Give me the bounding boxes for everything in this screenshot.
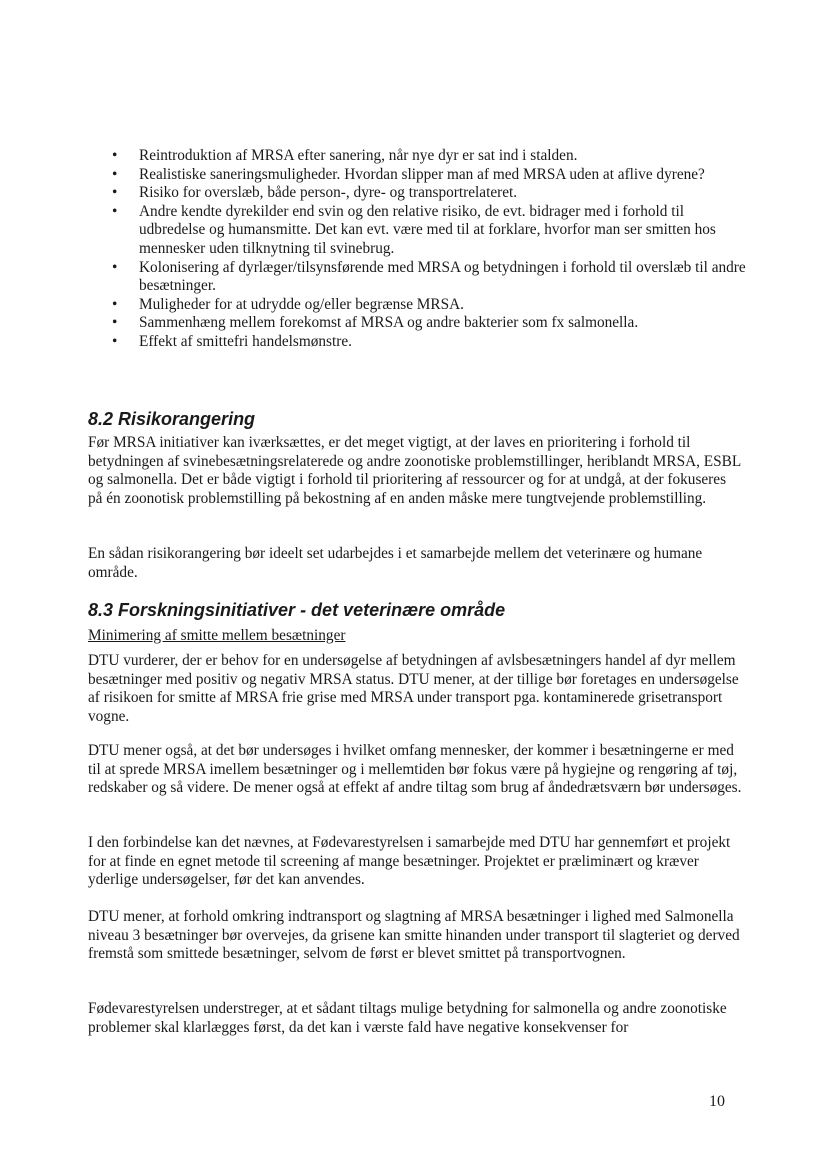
- list-item: • Andre kendte dyrekilder end svin og den relative risiko, de evt. bidrager med i forhold til udbredelse og humansmitte. Det kan evt. være med til at forklare, hvorfor man ser smitten hos mennesker uden tilknytning til svinebrug.: [112, 202, 716, 257]
- bullet-icon: •: [112, 332, 118, 350]
- bullet-list: [112, 147, 752, 352]
- bullet-icon: •: [112, 165, 118, 183]
- paragraph-transport-slaughter: DTU mener, at forhold omkring indtransport og slagtning af MRSA besætninger i lighed med Salmonella niveau 3 besætninger bør overvejes, da grisene kan smitte hinanden under transport til slagteriet og derved fremstå som smittede besætninger, selvom de først er blevet smittet på transportvognen.: [88, 908, 740, 963]
- list-item: • Risiko for overslæb, både person-, dyre- og transportrelateret.: [112, 184, 518, 202]
- bullet-icon: •: [112, 314, 118, 332]
- page-number: 10: [709, 1093, 725, 1110]
- list-item: • Realistiske saneringsmuligheder. Hvordan slipper man af med MRSA uden at aflive dyrene?: [112, 165, 705, 183]
- section-heading-risikorangering: 8.2 Risikorangering: [88, 409, 256, 429]
- paragraph-risk-priority: Før MRSA initiativer kan iværksættes, er det meget vigtigt, at der laves en prioritering i forhold til betydningen af svinebesætningsrelaterede og andre zoonotiske problemstillinger, heriblandt MRSA, ESBL og salmonella. Det er både vigtigt i forhold til prioritering af ressourcer og for at undgå, at der fokuseres på én zoonotisk problemstilling på bekostning af en anden måske mere tungtvejende problemstilling.: [88, 434, 741, 507]
- list-item: • Kolonisering af dyrlæger/tilsynsførende med MRSA og betydningen i forhold til overslæb til andre besætninger.: [112, 258, 746, 295]
- paragraph-risk-cooperation: En sådan risikorangering bør ideelt set udarbejdes i et samarbejde mellem det veterinære og humane område.: [88, 545, 703, 581]
- section-heading-forskningsinitiativer: 8.3 Forskningsinitiativer - det veterinære område: [88, 600, 506, 620]
- paragraph-consequences: Fødevarestyrelsen understreger, at et sådant tiltags mulige betydning for salmonella og andre zoonotiske problemer skal klarlægges først, da det kan i værste fald have negative konsekvenser for: [88, 1000, 727, 1036]
- bullet-icon: •: [112, 258, 118, 276]
- paragraph-screening-project: I den forbindelse kan det nævnes, at Fødevarestyrelsen i samarbejde med DTU har gennemført et projekt for at finde en egnet metode til screening af mange besætninger. Projektet er præliminært og kræver yderlige undersøgelser, før det kan anvendes.: [88, 834, 731, 889]
- subheading-minimering: Minimering af smitte mellem besætninger: [88, 627, 346, 644]
- bullet-icon: •: [112, 295, 118, 313]
- list-item: • Effekt af smittefri handelsmønstre.: [112, 332, 352, 350]
- bullet-icon: •: [112, 147, 118, 164]
- list-item: • Muligheder for at udrydde og/eller begrænse MRSA.: [112, 295, 464, 313]
- list-item: • Sammenhæng mellem forekomst af MRSA og andre bakterier som fx salmonella.: [112, 314, 639, 332]
- bullet-icon: •: [112, 184, 118, 202]
- list-item: • Reintroduktion af MRSA efter sanering, når nye dyr er sat ind i stalden.: [112, 147, 578, 164]
- paragraph-dtu-people: DTU mener også, at det bør undersøges i hvilket omfang mennesker, der kommer i besætningerne er med til at sprede MRSA imellem besætninger og i mellemtiden bør fokus være på hygiejne og rengøring af tøj, redskaber og så videre. De mener også at effekt af andre tiltag som brug af åndedrætsværn bør undersøges.: [88, 742, 742, 797]
- bullet-icon: •: [112, 202, 118, 220]
- paragraph-dtu-trade: DTU vurderer, der er behov for en undersøgelse af betydningen af avlsbesætningers handel af dyr mellem besætninger med positiv og negativ MRSA status. DTU mener, at der tillige bør foretages en undersøgelse af risikoen for smitte af MRSA frie grise med MRSA under transport pga. kontaminerede grisetransport vogne.: [88, 652, 739, 725]
